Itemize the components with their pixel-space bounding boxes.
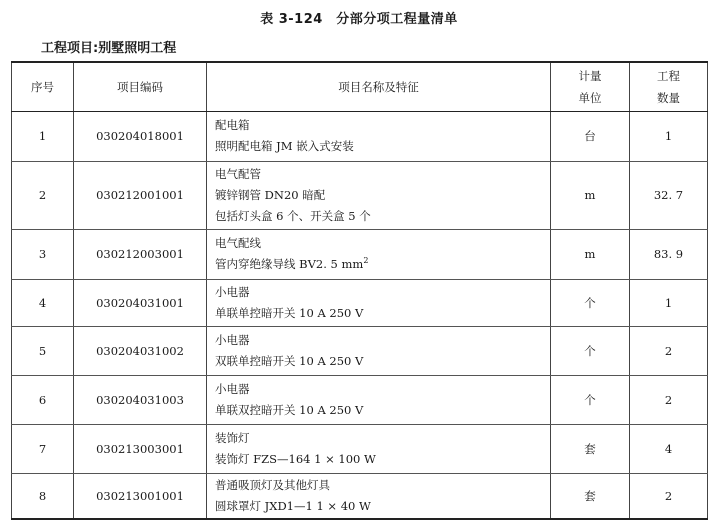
cell-unit: m [551,229,630,279]
cell-qty: 1 [630,111,708,161]
cell-seq: 3 [12,229,74,279]
header-code: 项目编码 [74,62,207,111]
header-unit-line2: 单位 [578,90,602,105]
header-unit [551,62,630,111]
table-row [12,424,708,473]
cell-code: 030213001001 [74,473,207,519]
desc-line: 配电箱 [215,118,250,132]
cell-seq: 4 [12,279,74,326]
cell-seq: 2 [12,161,74,229]
table-row [12,375,708,424]
header-seq: 序号 [12,62,74,111]
cell-desc [207,326,551,375]
desc-line: 小电器 [215,381,250,396]
cell-desc [207,229,551,279]
cell-desc [207,473,551,519]
cell-desc [207,375,551,424]
header-qty [630,62,708,111]
header-qty-line2: 数量 [657,90,680,105]
cell-qty: 2 [630,375,708,424]
cell-desc [207,424,551,473]
table-row [12,326,708,375]
table-header-row [12,62,708,111]
cell-code: 030204031003 [74,375,207,424]
desc-line: 装饰灯 [215,430,250,445]
cell-code: 030212003001 [74,229,207,279]
cell-code: 030204031001 [74,279,207,326]
desc-line: 小电器 [215,332,250,347]
table-row [12,279,708,326]
desc-line: 圆球罩灯 JXD1—1 1 × 40 W [215,498,371,513]
cell-qty: 2 [630,473,708,519]
cell-code: 030204018001 [74,111,207,161]
cell-code: 030204031002 [74,326,207,375]
table-row [12,473,708,519]
table-row [12,111,708,161]
desc-line: 镀锌钢管 DN20 暗配 [215,187,326,202]
desc-line: 单联单控暗开关 10 A 250 V [215,305,364,320]
cell-seq: 6 [12,375,74,424]
cell-seq: 5 [12,326,74,375]
cell-desc [207,111,551,161]
cell-desc [207,279,551,326]
cell-desc [207,161,551,229]
cell-unit: 个 [551,375,630,424]
desc-line: 装饰灯 FZS—164 1 × 100 W [215,451,376,466]
cell-unit: 个 [551,326,630,375]
header-unit-line1: 计量 [578,68,602,83]
desc-line: 普通吸顶灯及其他灯具 [215,477,330,492]
cell-unit: 台 [551,111,630,161]
cell-qty: 83. 9 [630,229,708,279]
cell-unit: 套 [551,473,630,519]
project-name: 工程项目:别墅照明工程 [41,41,177,56]
header-desc: 项目名称及特征 [207,62,551,111]
desc-line: 小电器 [215,284,250,299]
table-row [12,229,708,279]
cell-unit: 个 [551,279,630,326]
cell-seq: 7 [12,424,74,473]
desc-line: 双联单控暗开关 10 A 250 V [215,353,364,368]
desc-line: 电气配线 [215,236,261,250]
cell-unit: m [551,161,630,229]
bill-of-quantities-table [11,61,708,520]
cell-qty: 4 [630,424,708,473]
desc-line [215,254,550,275]
desc-line: 电气配管 [215,166,261,181]
cell-seq: 1 [12,111,74,161]
cell-qty: 2 [630,326,708,375]
cell-qty: 1 [630,279,708,326]
superscript: 2 [363,256,369,266]
desc-line: 照明配电箱 JM 嵌入式安装 [215,139,354,153]
cell-qty: 32. 7 [630,161,708,229]
table-row [12,161,708,229]
cell-code: 030212001001 [74,161,207,229]
cell-unit: 套 [551,424,630,473]
header-qty-line1: 工程 [657,68,680,83]
desc-line: 包括灯头盒 6 个、开关盒 5 个 [215,208,371,223]
cell-code: 030213003001 [74,424,207,473]
desc-line: 单联双控暗开关 10 A 250 V [215,402,364,417]
desc-text: 管内穿绝缘导线 BV2. 5 mm [215,257,364,271]
cell-seq: 8 [12,473,74,519]
table-title: 表 3-124 分部分项工程量清单 [260,12,458,27]
